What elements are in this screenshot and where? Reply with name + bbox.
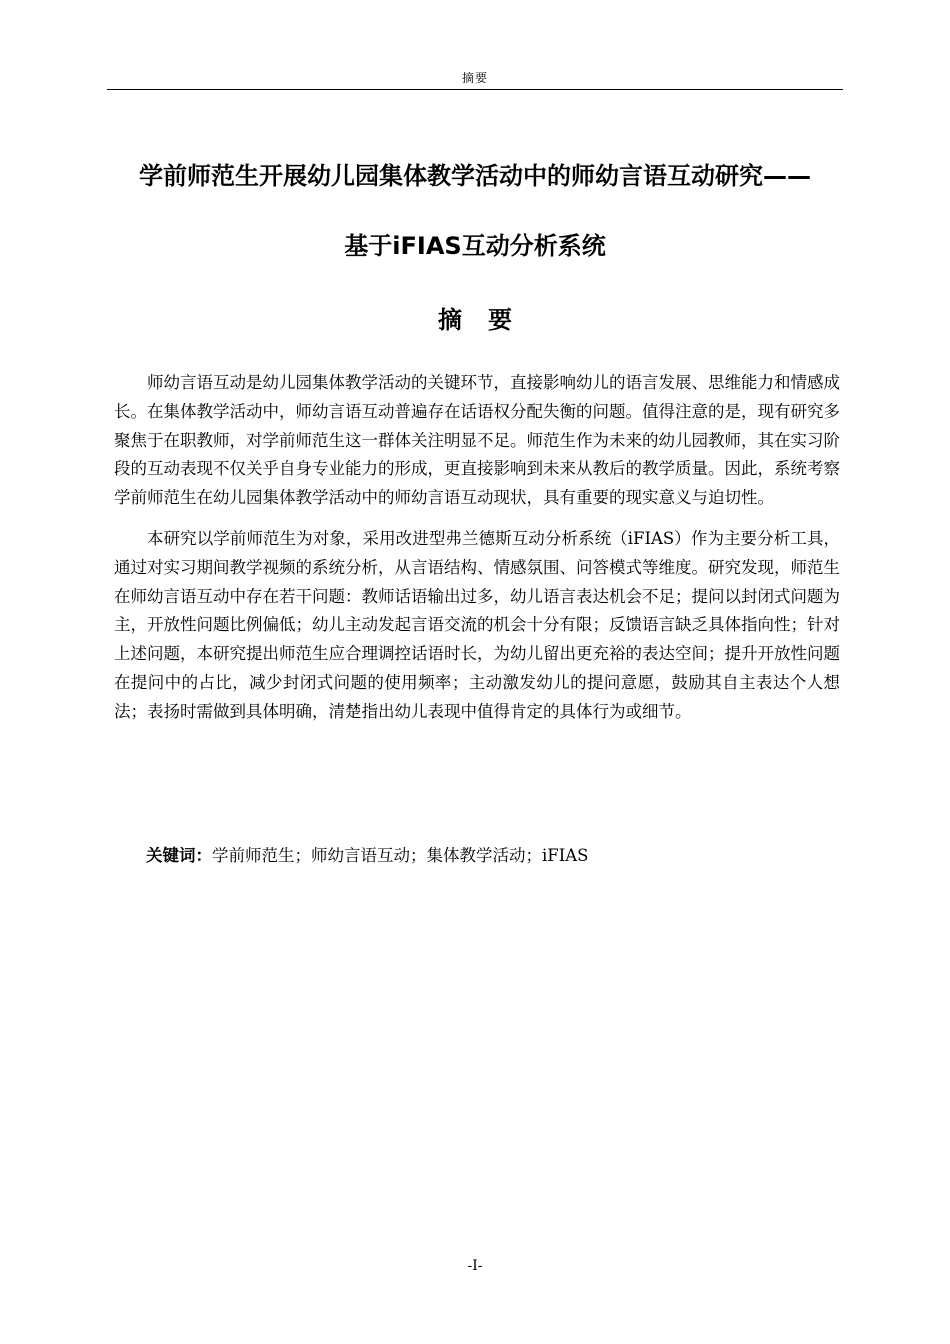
thesis-title-line-1: 学前师范生开展幼儿园集体教学活动中的师幼言语互动研究—— [139,162,811,190]
abstract-heading: 摘要 [438,306,538,334]
abstract-body [114,369,840,739]
keywords-label: 关键词： [146,846,212,865]
page-number: -I- [467,1258,483,1274]
running-header: 摘要 [461,71,488,85]
keywords-value: 学前师范生；师幼言语互动；集体教学活动；iFIAS [212,846,589,865]
header-rule [107,89,843,90]
thesis-title-line-2: 基于iFIAS互动分析系统 [344,232,606,260]
abstract-paragraph-2: 本研究以学前师范生为对象，采用改进型弗兰德斯互动分析系统（iFIAS）作为主要分析工具，通过对实习期间教学视频的系统分析，从言语结构、情感氛围、问答模式等维度。研究发现，师范生在师幼言语互动中存在若干问题：教师话语输出过多，幼儿语言表达机会不足；提问以封闭式问题为主，开放性问题比例偏低；幼儿主动发起言语交流的机会十分有限；反馈语言缺乏具体指向性；针对上述问题，本研究提出师范生应合理调控话语时长，为幼儿留出更充裕的表达空间；提升开放性问题在提问中的占比，减少封闭式问题的使用频率；主动激发幼儿的提问意愿，鼓励其自主表达个人想法；表扬时需做到具体明确，清楚指出幼儿表现中值得肯定的具体行为或细节。 [114,528,840,721]
abstract-paragraph-1: 师幼言语互动是幼儿园集体教学活动的关键环节，直接影响幼儿的语言发展、思维能力和情感成长。在集体教学活动中，师幼言语互动普遍存在话语权分配失衡的问题。值得注意的是，现有研究多聚焦于在职教师，对学前师范生这一群体关注明显不足。师范生作为未来的幼儿园教师，其在实习阶段的互动表现不仅关乎自身专业能力的形成，更直接影响到未来从教后的教学质量。因此，系统考察学前师范生在幼儿园集体教学活动中的师幼言语互动现状，具有重要的现实意义与迫切性。 [114,373,840,508]
keywords-line [146,842,588,870]
